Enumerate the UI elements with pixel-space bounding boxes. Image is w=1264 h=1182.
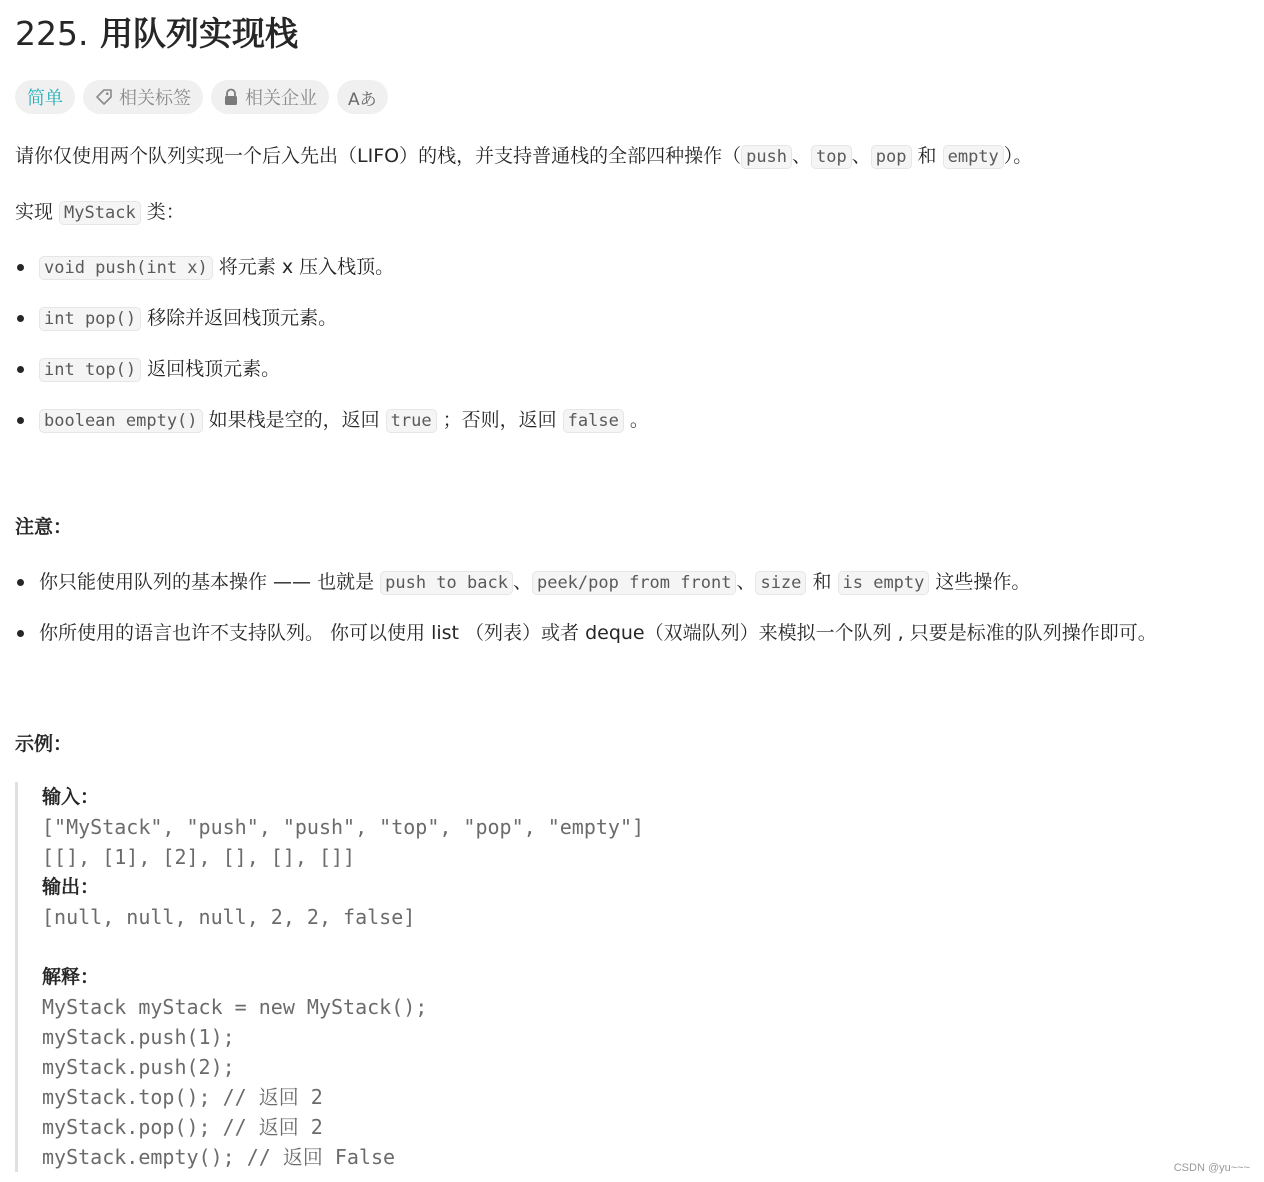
note-text: 你只能使用队列的基本操作 —— 也就是	[39, 571, 381, 593]
bullet-dot	[17, 417, 24, 424]
code-method-pop: int pop()	[39, 307, 141, 331]
conjunction: 和	[806, 571, 838, 593]
list-item	[15, 405, 649, 436]
code-top: top	[811, 145, 852, 169]
bullet-dot	[17, 264, 24, 271]
problem-title	[15, 12, 298, 56]
method-description: ；否则，返回	[436, 409, 563, 431]
conjunction: 和	[911, 145, 943, 167]
intro-end: ）。	[1003, 145, 1033, 167]
implement-suffix: 类：	[140, 201, 185, 223]
example-heading: 示例：	[15, 733, 73, 755]
list-item	[15, 303, 649, 334]
code-pop: pop	[871, 145, 912, 169]
input-label: 输入：	[42, 786, 100, 808]
explain-line: myStack.push(1);	[42, 1025, 235, 1049]
input-line-1: ["MyStack", "push", "push", "top", "pop", "empty"]	[42, 815, 645, 839]
method-description: 。	[623, 409, 649, 431]
code-size: size	[755, 571, 806, 595]
code-method-empty: boolean empty()	[39, 409, 203, 433]
related-tags-label: 相关标签	[119, 88, 191, 109]
related-companies-label: 相关企业	[245, 88, 317, 109]
explain-line: myStack.top(); // 返回 2	[42, 1085, 323, 1109]
code-empty: empty	[943, 145, 1004, 169]
code-class-name: MyStack	[59, 201, 141, 225]
bullet-dot	[17, 630, 24, 637]
method-list	[15, 252, 649, 436]
translate-icon: Aあ	[348, 89, 377, 110]
method-description: 移除并返回栈顶元素。	[141, 307, 338, 329]
intro-paragraph	[15, 141, 1032, 172]
list-item	[15, 354, 649, 385]
method-description: 将元素 x 压入栈顶。	[212, 256, 395, 278]
note-text: 这些操作。	[929, 571, 1031, 593]
note-text: 你所使用的语言也许不支持队列。 你可以使用 list （列表）或者 deque（双端队列）来模拟一个队列 , 只要是标准的队列操作即可。	[39, 622, 1157, 644]
output-line: [null, null, null, 2, 2, false]	[42, 905, 416, 929]
explain-line: myStack.push(2);	[42, 1055, 235, 1079]
problem-title-text: 用队列实现栈	[99, 14, 298, 53]
explain-line: myStack.pop(); // 返回 2	[42, 1115, 323, 1139]
separator: 、	[512, 571, 532, 593]
separator: 、	[736, 571, 756, 593]
code-method-top: int top()	[39, 358, 141, 382]
tag-icon	[95, 88, 113, 106]
implement-paragraph	[15, 197, 185, 228]
explain-label: 解释：	[42, 966, 100, 988]
list-item	[15, 252, 649, 283]
difficulty-label: 简单	[27, 88, 63, 109]
bullet-dot	[17, 315, 24, 322]
code-false: false	[563, 409, 624, 433]
list-item	[15, 618, 1157, 648]
method-description: 如果栈是空的，返回	[202, 409, 386, 431]
code-method-push: void push(int x)	[39, 256, 213, 280]
bullet-dot	[17, 579, 24, 586]
bullet-dot	[17, 366, 24, 373]
method-description: 返回栈顶元素。	[141, 358, 281, 380]
related-tags-button[interactable]	[83, 80, 203, 114]
separator: 、	[851, 145, 871, 167]
implement-prefix: 实现	[15, 201, 60, 223]
output-label: 输出：	[42, 876, 100, 898]
watermark: CSDN @yu~~~	[1173, 1162, 1250, 1174]
intro-text: 请你仅使用两个队列实现一个后入先出（LIFO）的栈，并支持普通栈的全部四种操作（	[15, 145, 742, 167]
difficulty-badge[interactable]	[15, 80, 75, 114]
list-item	[15, 567, 1157, 598]
code-push-to-back: push to back	[380, 571, 513, 595]
problem-number: 225.	[15, 14, 89, 53]
code-peek-pop: peek/pop from front	[532, 571, 736, 595]
notes-heading: 注意：	[15, 516, 73, 538]
explain-line: MyStack myStack = new MyStack();	[42, 995, 428, 1019]
related-companies-button[interactable]	[211, 80, 329, 114]
input-line-2: [[], [1], [2], [], [], []]	[42, 845, 356, 869]
example-block	[15, 782, 1118, 1172]
tag-bar	[15, 80, 388, 114]
lock-icon	[223, 88, 239, 106]
separator: 、	[792, 145, 812, 167]
code-true: true	[386, 409, 437, 433]
code-push: push	[741, 145, 792, 169]
notes-list	[15, 567, 1157, 648]
code-is-empty: is empty	[838, 571, 930, 595]
explain-line: myStack.empty(); // 返回 False	[42, 1145, 396, 1169]
translate-button[interactable]	[337, 80, 388, 114]
